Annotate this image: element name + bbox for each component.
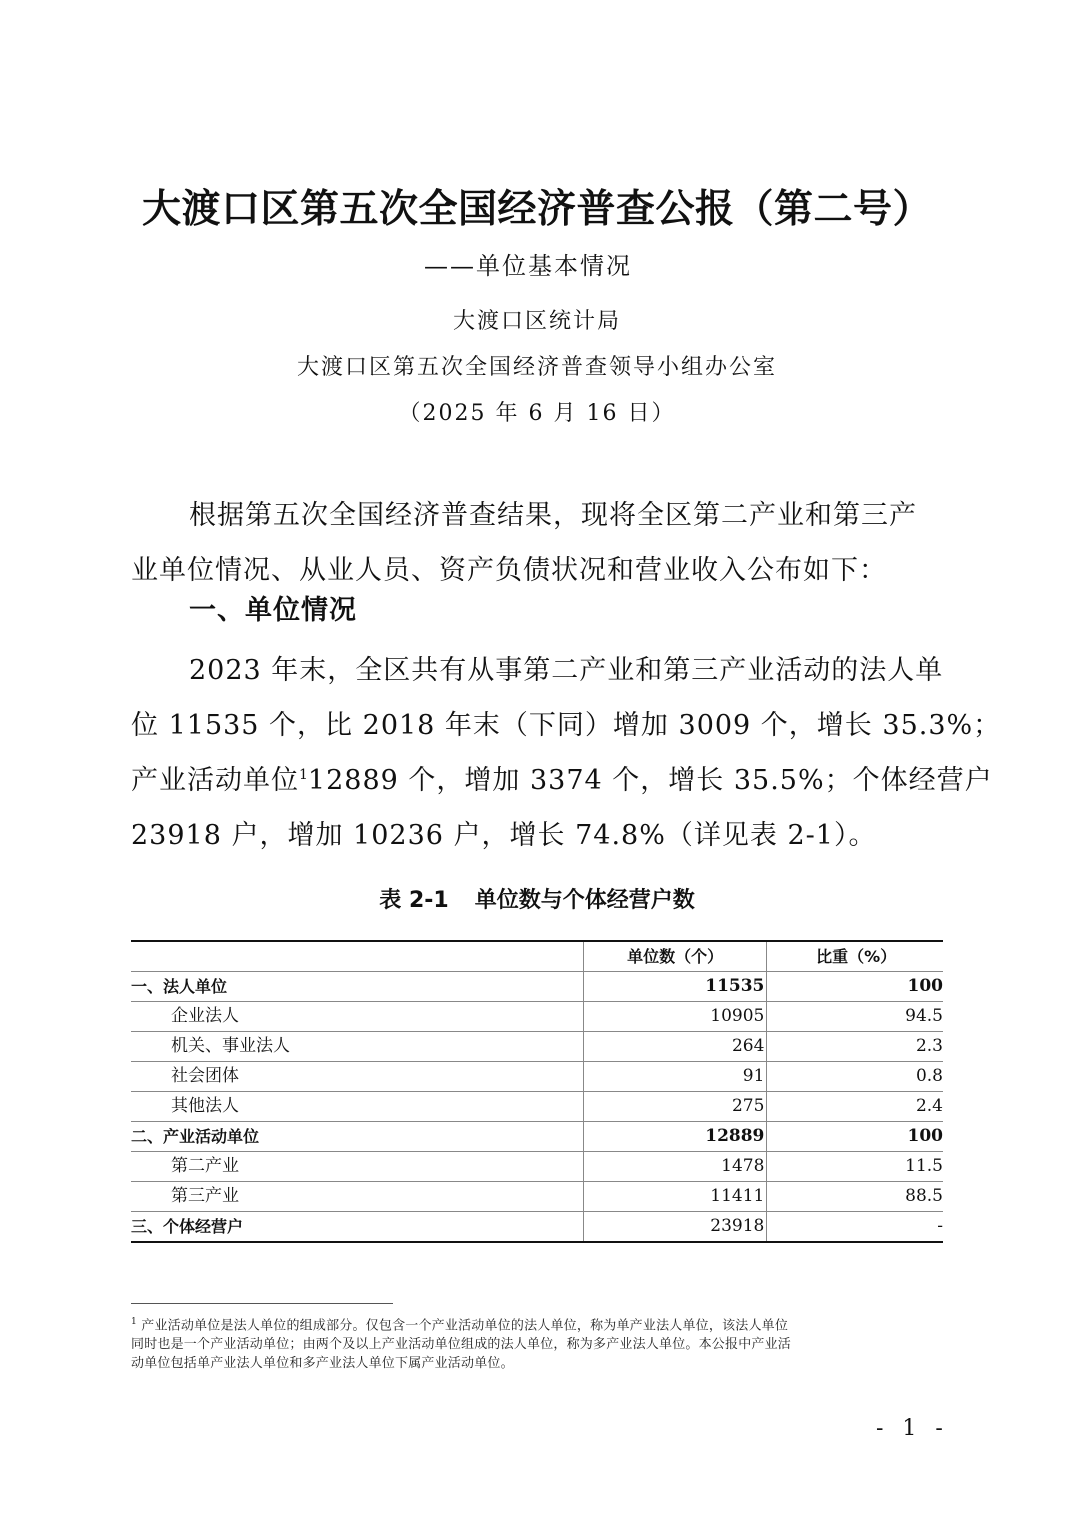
table-header-row bbox=[131, 941, 943, 972]
paragraph-text: 产业活动单位 bbox=[131, 765, 299, 796]
table-row bbox=[131, 972, 943, 1002]
issuer-census-office: 大渡口区第五次全国经济普查领导小组办公室 bbox=[296, 355, 777, 380]
intro-line: 根据第五次全国经济普查结果，现将全区第二产业和第三产 bbox=[189, 500, 917, 531]
row-label: 企业法人 bbox=[131, 1002, 583, 1032]
row-label: 社会团体 bbox=[131, 1062, 583, 1092]
table-row bbox=[131, 1002, 943, 1032]
row-share: 100 bbox=[767, 1122, 943, 1152]
table-number: 表 2-1 bbox=[379, 888, 449, 913]
page-subtitle: ——单位基本情况 bbox=[424, 252, 632, 280]
footnote-marker: 1 bbox=[131, 1317, 137, 1327]
table-header-cell bbox=[131, 941, 583, 972]
table-row bbox=[131, 1092, 943, 1122]
row-label: 第二产业 bbox=[131, 1152, 583, 1182]
table-row bbox=[131, 1122, 943, 1152]
row-count: 1478 bbox=[583, 1152, 767, 1182]
table-title: 单位数与个体经营户数 bbox=[474, 888, 695, 913]
row-count: 275 bbox=[583, 1092, 767, 1122]
footnote-divider bbox=[131, 1303, 393, 1304]
table-header-cell: 比重（%） bbox=[767, 941, 943, 972]
row-share: 88.5 bbox=[767, 1182, 943, 1212]
footnote-line: 动单位包括单产业法人单位和多产业法人单位下属产业活动单位。 bbox=[131, 1356, 514, 1372]
row-count: 11411 bbox=[583, 1182, 767, 1212]
table-caption bbox=[0, 882, 1074, 920]
paragraph-text: 12889 个，增加 3374 个，增长 35.5%；个体经营户 bbox=[307, 765, 993, 796]
table-row bbox=[131, 1212, 943, 1243]
row-count: 10905 bbox=[583, 1002, 767, 1032]
table-header-cell: 单位数（个） bbox=[583, 941, 767, 972]
row-share: 0.8 bbox=[767, 1062, 943, 1092]
units-table bbox=[131, 940, 943, 1243]
paragraph-line bbox=[131, 753, 993, 808]
footnote-text: 产业活动单位是法人单位的组成部分。仅包含一个产业活动单位的法人单位，称为单产业法人单位，该法人单位 bbox=[141, 1318, 789, 1334]
row-share: - bbox=[767, 1212, 943, 1243]
table-row bbox=[131, 1182, 943, 1212]
row-count: 91 bbox=[583, 1062, 767, 1092]
row-share: 2.3 bbox=[767, 1032, 943, 1062]
footnote-line bbox=[131, 1313, 945, 1335]
page-title: 大渡口区第五次全国经济普查公报（第二号） bbox=[141, 187, 932, 232]
row-count: 12889 bbox=[583, 1122, 767, 1152]
issuer-statistics-bureau: 大渡口区统计局 bbox=[452, 309, 621, 334]
table-row bbox=[131, 1062, 943, 1092]
row-label: 其他法人 bbox=[131, 1092, 583, 1122]
row-label: 一、法人单位 bbox=[131, 972, 583, 1002]
publish-date: （2025 年 6 月 16 日） bbox=[398, 401, 676, 426]
paragraph-line: 23918 户，增加 10236 户，增长 74.8%（详见表 2-1）。 bbox=[131, 820, 877, 851]
row-count: 23918 bbox=[583, 1212, 767, 1243]
intro-paragraph bbox=[131, 488, 943, 598]
footnote bbox=[131, 1313, 945, 1373]
footnote-line: 同时也是一个产业活动单位；由两个及以上产业活动单位组成的法人单位，称为多产业法人单位。本公报中产业活 bbox=[131, 1337, 792, 1353]
footnote-ref-link[interactable]: 1 bbox=[299, 767, 308, 783]
row-share: 100 bbox=[767, 972, 943, 1002]
intro-line: 业单位情况、从业人员、资产负债状况和营业收入公布如下： bbox=[131, 555, 887, 586]
row-count: 264 bbox=[583, 1032, 767, 1062]
row-share: 11.5 bbox=[767, 1152, 943, 1182]
section-paragraph bbox=[131, 643, 1002, 863]
table-row bbox=[131, 1152, 943, 1182]
row-share: 94.5 bbox=[767, 1002, 943, 1032]
paragraph-line: 位 11535 个，比 2018 年末（下同）增加 3009 个，增长 35.3%； bbox=[131, 710, 1002, 741]
row-count: 11535 bbox=[583, 972, 767, 1002]
page-number: - 1 - bbox=[876, 1416, 949, 1441]
row-share: 2.4 bbox=[767, 1092, 943, 1122]
row-label: 二、产业活动单位 bbox=[131, 1122, 583, 1152]
section-heading: 一、单位情况 bbox=[189, 595, 357, 626]
row-label: 三、个体经营户 bbox=[131, 1212, 583, 1243]
row-label: 机关、事业法人 bbox=[131, 1032, 583, 1062]
table-row bbox=[131, 1032, 943, 1062]
paragraph-line: 2023 年末，全区共有从事第二产业和第三产业活动的法人单 bbox=[189, 655, 944, 686]
row-label: 第三产业 bbox=[131, 1182, 583, 1212]
